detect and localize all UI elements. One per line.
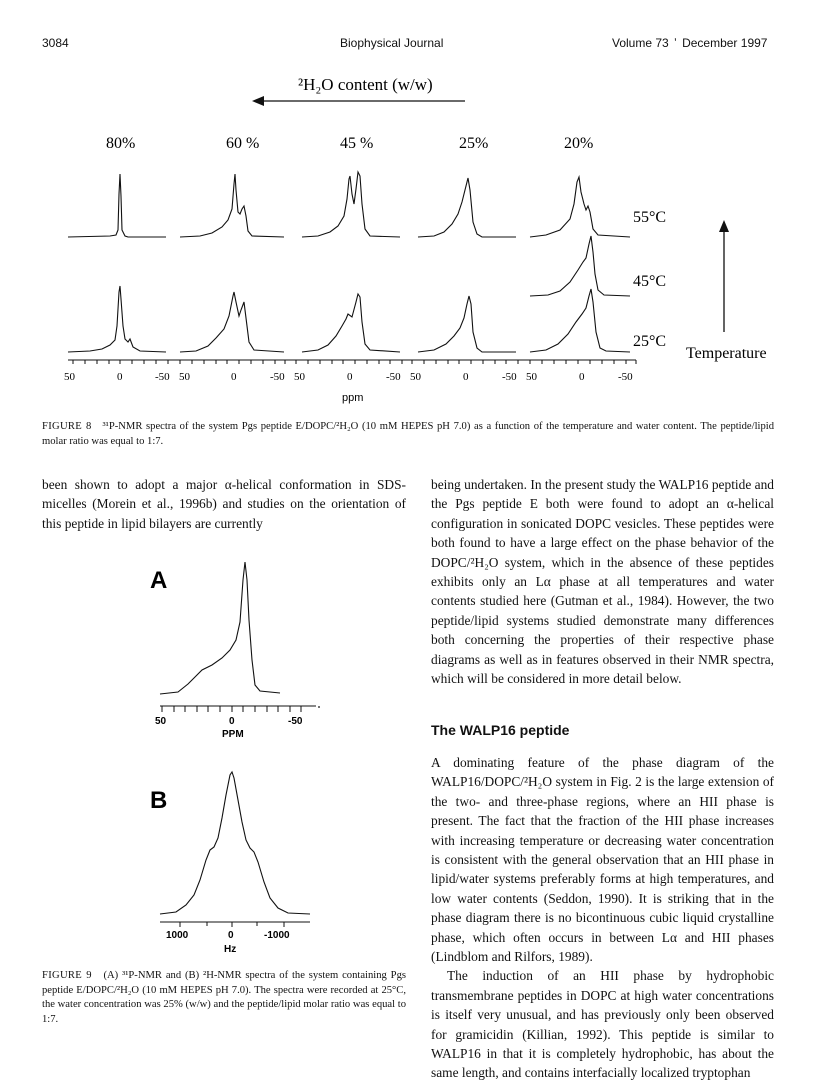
b-tick-label: -1000 <box>264 930 290 941</box>
tick-label: 0 <box>579 371 585 383</box>
water-content-4: 20% <box>564 135 594 152</box>
water-content-3: 25% <box>459 135 489 152</box>
figure-8-label: FIGURE 8 <box>42 421 92 432</box>
a-tick-label: 50 <box>155 716 167 727</box>
ppm-axis-a <box>160 706 320 712</box>
paragraph: been shown to adopt a major α-helical conformation in SDS-micelles (Morein et al., 1996b) and studies on the orientation of this peptide in lipid bilayers are currently <box>42 477 406 531</box>
temperature-axis-label: Temperature <box>686 345 767 362</box>
issue-date: December 1997 <box>682 36 768 50</box>
spectrum-b <box>160 772 310 914</box>
temperature-45c: 45°C <box>633 273 667 290</box>
panel-a-label: A <box>150 567 168 594</box>
spectrum-25-25 <box>418 296 516 352</box>
tick-label: 0 <box>463 371 469 383</box>
tick-label: -50 <box>386 371 401 383</box>
tick-label: 50 <box>179 371 190 383</box>
spectrum-20-55 <box>530 177 630 237</box>
hz-ticks-b <box>180 922 284 927</box>
a-axis-label: PPM <box>222 729 244 740</box>
water-arrow <box>252 96 465 106</box>
figure-8-caption-text: ³¹P-NMR spectra of the system Pgs peptide E/DOPC/²H₂O (10 mM HEPES pH 7.0) as a function of the temperature and water content. The peptide/lipid molar ratio was equal to 1:7. <box>42 421 774 447</box>
section-heading: The WALP16 peptide <box>431 722 570 739</box>
header-separator: ʼ <box>674 36 677 50</box>
a-tick-label: -50 <box>288 716 303 727</box>
water-content-1: 60 % <box>226 135 260 152</box>
paragraph: The induction of an HII phase by hydrophobic transmembrane peptides in DOPC at high water concentrations is itself very unusual, and has previously only been observed for gramicidin (Killian, 1992). This peptide is similar to WALP16 in that it is completely hydrophobic, has about the same length, and contains interfacially localized tryptophan <box>431 968 774 1081</box>
tick-label: 50 <box>526 371 537 383</box>
panel-b-label: B <box>150 787 168 814</box>
temperature-55c: 55°C <box>633 209 667 226</box>
ppm-tick-labels <box>64 371 633 383</box>
left-column-text <box>42 475 406 533</box>
tick-label: -50 <box>502 371 517 383</box>
temperature-arrow <box>719 220 729 332</box>
figure-9-caption-text: (A) ³¹P-NMR and (B) ²H-NMR spectra of the system containing Pgs peptide E/DOPC/²H₂O (10 mM HEPES pH 7.0). The spectra were recorded at 25°C, the water concentration was 25% (w/w) and the peptide/lipid molar ratio was equal to 1:7. <box>42 970 406 1025</box>
paragraph: being undertaken. In the present study the WALP16 peptide and the Pgs peptide E both were found to adopt an α-helical configuration in sonicated DOPC vesicles. These peptides were both found to have a large effect on the phase behavior of the DOPC/²H₂O system, which in the absence of these peptides exhibits only an Lα phase at all temperatures and water contents studied here (Gutman et al., 1984). However, the two peptide/lipid systems studied demonstrate many differences both concerning the properties of their respective phase diagrams as well as in features observed in their NMR spectra, which will be considered in more detail below. <box>431 477 774 687</box>
ppm-axis <box>68 360 636 364</box>
spectrum-20-25 <box>530 289 630 352</box>
tick-label: 0 <box>347 371 353 383</box>
spectrum-45-55 <box>302 172 400 237</box>
right-column-text <box>431 475 774 1083</box>
spectra-55c <box>68 172 630 237</box>
tick-label: 0 <box>117 371 123 383</box>
water-content-label: ²H₂O content (w/w) <box>298 75 433 94</box>
tick-label: -50 <box>155 371 170 383</box>
tick-label: 50 <box>64 371 75 383</box>
tick-label: 50 <box>410 371 421 383</box>
tick-label: -50 <box>270 371 285 383</box>
figure-9-caption <box>42 969 406 1027</box>
figure-8-caption <box>42 420 774 449</box>
b-tick-label: 1000 <box>166 930 189 941</box>
water-content-2: 45 % <box>340 135 374 152</box>
a-tick-label: 0 <box>229 716 235 727</box>
volume: Volume 73 <box>612 36 669 50</box>
spectrum-25-55 <box>418 178 516 237</box>
spectrum-20-45 <box>530 236 630 296</box>
journal-name: Biophysical Journal <box>340 36 444 50</box>
spectrum-45-25 <box>302 294 400 352</box>
spectrum-60-55 <box>180 174 284 237</box>
spectrum-80-55 <box>68 174 166 237</box>
page-number: 3084 <box>42 36 69 50</box>
water-content-0: 80% <box>106 135 136 152</box>
figure-9-label: FIGURE 9 <box>42 970 92 981</box>
tick-label: 0 <box>231 371 237 383</box>
tick-label: 50 <box>294 371 305 383</box>
tick-label: -50 <box>618 371 633 383</box>
figure-8 <box>40 64 780 416</box>
temperature-25c: 25°C <box>633 333 667 350</box>
figure-9 <box>140 550 340 960</box>
b-axis-label: Hz <box>224 944 237 955</box>
spectrum-80-25 <box>68 286 166 352</box>
b-tick-label: 0 <box>228 930 234 941</box>
ppm-axis-label: ppm <box>342 392 364 404</box>
paragraph: A dominating feature of the phase diagram of the WALP16/DOPC/²H₂O system in Fig. 2 is the large extension of the two- and three-phase regions, where an HII phase is present. The fact that the fraction of the HII phase increases with increasing temperature or decreasing water concentration is consistent with the general observation that an HII phase in lipid/water systems preferably forms at high temperatures, and low water contents (Seddon, 1990). It is striking that in the phase diagram there is no bicontinuous cubic liquid crystalline phase, which often occurs in between Lα and HII phases (Lindblom and Rilfors, 1989). <box>431 754 774 964</box>
spectrum-60-25 <box>180 292 284 352</box>
spectrum-a <box>160 562 280 694</box>
issue-info <box>612 36 767 50</box>
spectra-25c <box>68 286 630 352</box>
